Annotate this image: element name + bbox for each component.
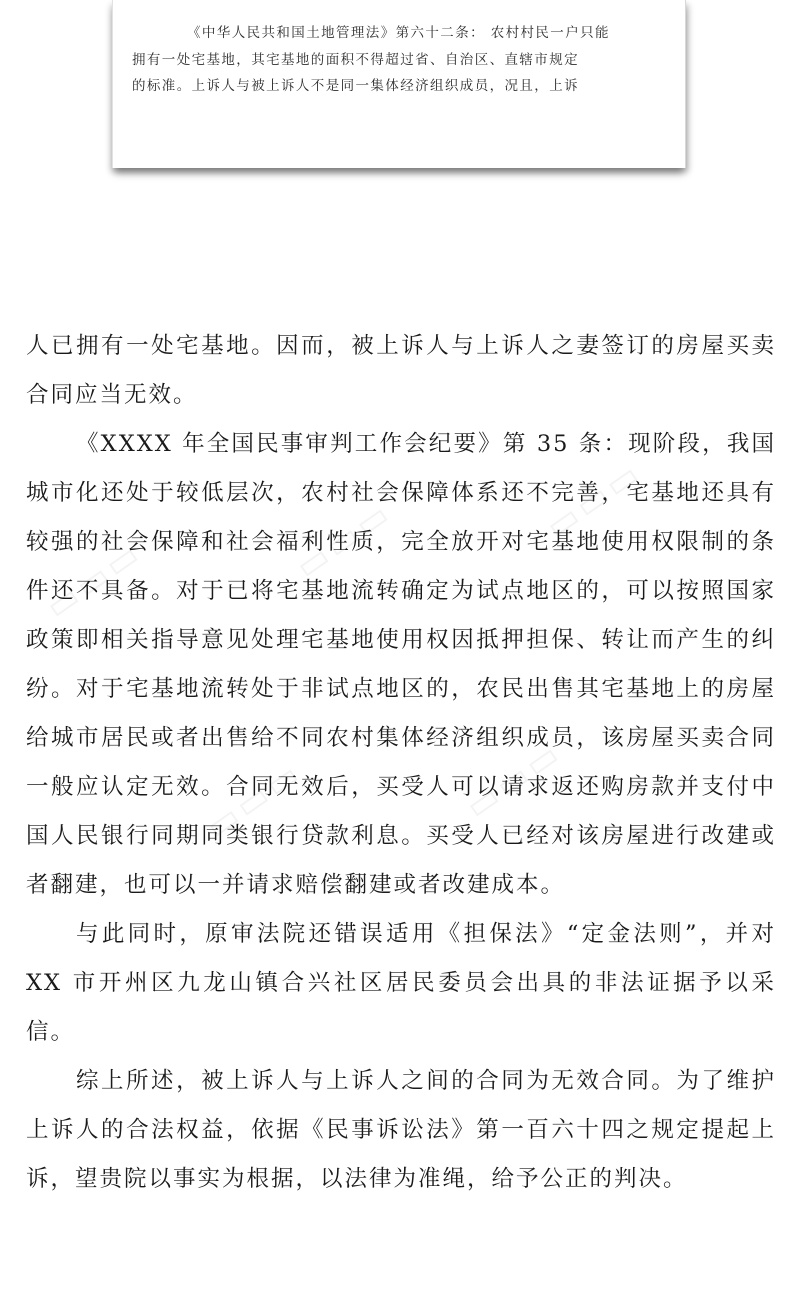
body-line: 城市化还处于较低层次，农村社会保障体系还不完善，宅基地还具有: [26, 480, 776, 506]
body-line: 较强的社会保障和社会福利性质，完全放开对宅基地使用权限制的条: [26, 529, 776, 555]
watermark: ▭▭▭: [198, 752, 311, 848]
body-line: 件还不具备。对于已将宅基地流转确定为试点地区的，可以按照国家: [26, 578, 776, 604]
body-line: 合同应当无效。: [26, 382, 198, 408]
watermark: ▭▭▭: [38, 532, 151, 628]
document-body: [26, 322, 776, 1204]
body-line: 一般应认定无效。合同无效后，买受人可以请求返还购房款并支付中: [26, 774, 776, 800]
body-line: 与此同时，原审法院还错误适用《担保法》“定金法则”，并对: [76, 921, 776, 947]
preview-line: 拥有一处宅基地，其宅基地的面积不得超过省、自治区、直辖市规定: [132, 51, 579, 68]
preview-text-block: [132, 20, 666, 100]
body-line: 综上所述，被上诉人与上诉人之间的合同为无效合同。为了维护: [76, 1068, 776, 1094]
watermark: ▭▭▭: [458, 732, 571, 828]
body-line: 诉，望贵院以事实为根据，以法律为准绳，给予公正的判决。: [26, 1166, 688, 1192]
body-line: 政策即相关指导意见处理宅基地使用权因抵押担保、转让而产生的纠: [26, 627, 776, 653]
watermark: ▭▭▭: [538, 452, 651, 548]
body-line: 给城市居民或者出售给不同农村集体经济组织成员，该房屋买卖合同: [26, 725, 776, 751]
document-preview-card: [112, 0, 686, 168]
body-line: 纷。对于宅基地流转处于非试点地区的，农民出售其宅基地上的房屋: [26, 676, 776, 702]
body-line: 者翻建，也可以一并请求赔偿翻建或者改建成本。: [26, 872, 566, 898]
body-line: 信。: [26, 1019, 76, 1045]
preview-line: 《中华人民共和国土地管理法》第六十二条： 农村村民一户只能: [187, 25, 610, 41]
body-line: 《XXXX 年全国民事审判工作会纪要》第 35 条：现阶段，我国: [76, 431, 776, 457]
body-line: 国人民银行同期同类银行贷款利息。买受人已经对该房屋进行改建或: [26, 823, 776, 849]
preview-line: 的标准。上诉人与被上诉人不是同一集体经济组织成员，况且，上诉: [132, 78, 579, 94]
body-line: XX 市开州区九龙山镇合兴社区居民委员会出具的非法证据予以采: [26, 970, 776, 996]
body-line: 上诉人的合法权益，依据《民事诉讼法》第一百六十四之规定提起上: [26, 1117, 776, 1143]
body-line: 人已拥有一处宅基地。因而，被上诉人与上诉人之妻签订的房屋买卖: [26, 333, 776, 359]
watermark: ▭▭▭: [288, 492, 401, 588]
